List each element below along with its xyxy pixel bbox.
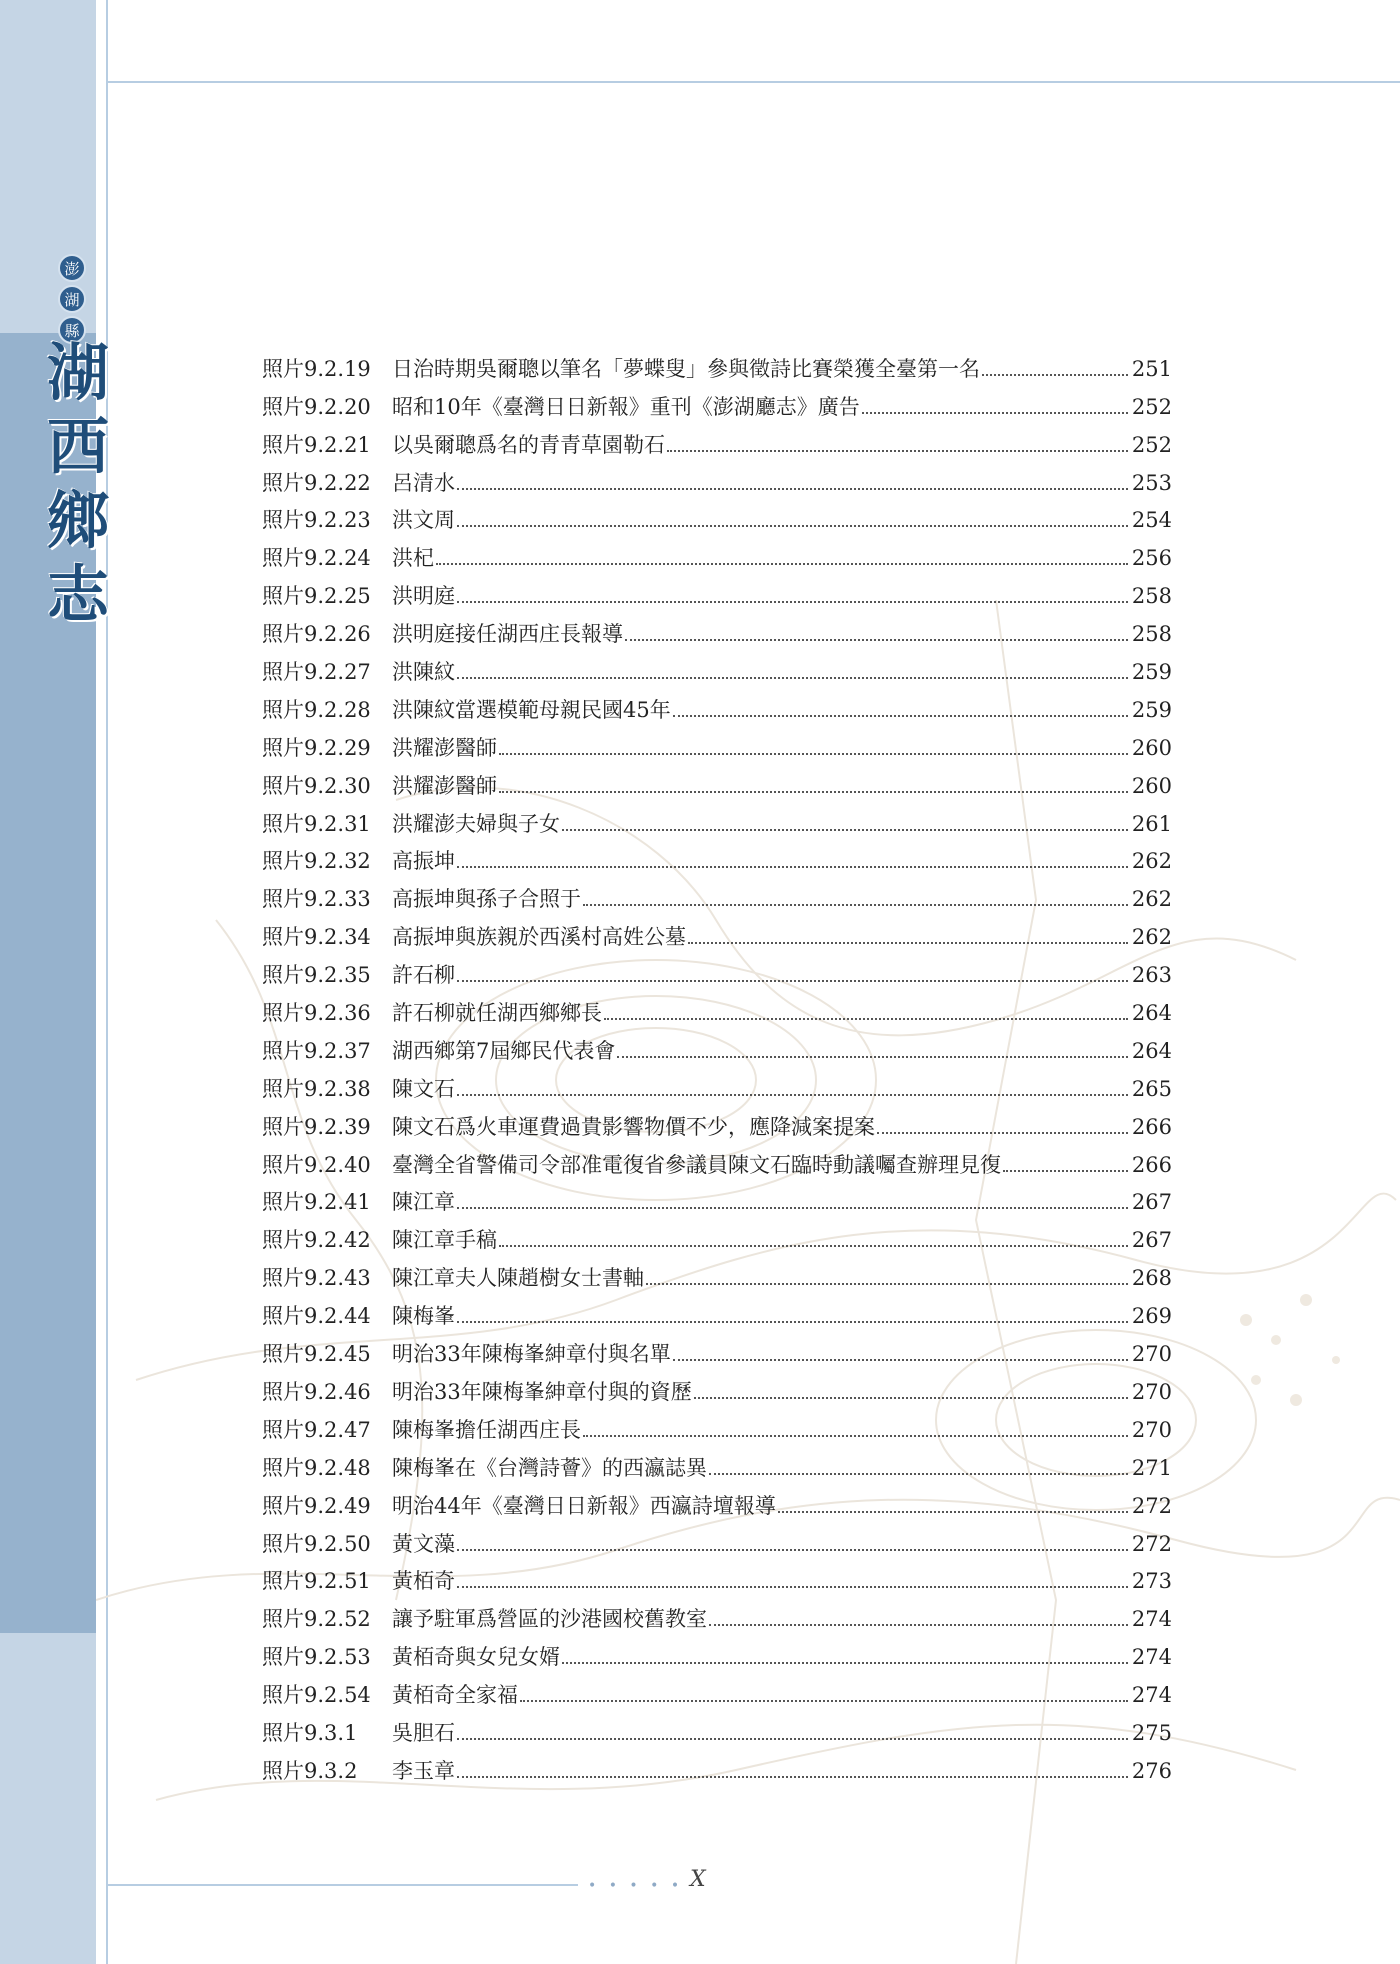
toc-dot-leader (436, 563, 1128, 565)
toc-entry-title: 洪文周 (392, 508, 455, 533)
toc-dot-leader (877, 1132, 1128, 1134)
toc-entry-title: 洪陳紋當選模範母親民國45年 (392, 697, 671, 722)
toc-entry (262, 609, 1172, 647)
toc-entry-number: 照片9.2.48 (262, 1455, 371, 1480)
toc-entry-title: 陳梅峯擔任湖西庄長 (392, 1417, 581, 1442)
toc-entry-page: 262 (1131, 925, 1172, 950)
toc-entry (262, 874, 1172, 912)
toc-entry-page: 251 (1131, 356, 1172, 381)
toc-entry-number: 照片9.2.42 (262, 1228, 371, 1253)
toc-entry-number: 照片9.2.35 (262, 963, 371, 988)
toc-dot-leader (583, 1435, 1128, 1437)
toc-entry-number: 照片9.2.41 (262, 1190, 371, 1215)
toc-entry (262, 723, 1172, 761)
toc-entry (262, 458, 1172, 496)
toc-entry (262, 420, 1172, 458)
toc-dot-leader (520, 1700, 1128, 1702)
toc-entry (262, 1405, 1172, 1443)
toc-entry-title: 湖西鄉第7屆鄉民代表會 (392, 1038, 616, 1063)
toc-entry-page: 263 (1131, 963, 1172, 988)
toc-dot-leader (673, 1359, 1128, 1361)
toc-entry (262, 1140, 1172, 1178)
toc-entry (262, 1670, 1172, 1708)
toc-entry (262, 912, 1172, 950)
toc-entry-number: 照片9.2.49 (262, 1493, 371, 1518)
toc-entry (262, 685, 1172, 723)
toc-dot-leader (457, 601, 1128, 603)
toc-entry-title: 吳胆石 (392, 1720, 455, 1745)
toc-entry-title: 黃栢奇 (392, 1569, 455, 1594)
toc-entry-page: 266 (1131, 1114, 1172, 1139)
toc-dot-leader (688, 942, 1128, 944)
toc-entry (262, 1557, 1172, 1595)
toc-entry-title: 黃栢奇與女兒女婿 (392, 1645, 560, 1670)
toc-dot-leader (499, 1245, 1128, 1247)
toc-entry-number: 照片9.2.25 (262, 584, 371, 609)
toc-entry-number: 照片9.2.37 (262, 1038, 371, 1063)
toc-entry-page: 259 (1131, 660, 1172, 685)
toc-entry-title: 陳文石爲火車運費過貴影響物價不少，應降減案提案 (392, 1114, 875, 1139)
toc-dot-leader (982, 374, 1128, 376)
toc-entry-page: 253 (1131, 470, 1172, 495)
toc-dot-leader (457, 866, 1128, 868)
toc-entry (262, 1746, 1172, 1784)
toc-entry-title: 黃栢奇全家福 (392, 1683, 518, 1708)
toc-entry-title: 高振坤與孫子合照于 (392, 887, 581, 912)
toc-entry-page: 274 (1131, 1607, 1172, 1632)
toc-entry-number: 照片9.2.53 (262, 1645, 371, 1670)
toc-entry (262, 1102, 1172, 1140)
toc-entry-number: 照片9.2.34 (262, 925, 371, 950)
toc-entry (262, 382, 1172, 420)
toc-entry-title: 洪陳紋 (392, 660, 455, 685)
toc-entry (262, 1443, 1172, 1481)
toc-dot-leader (457, 1586, 1128, 1588)
toc-entry-page: 272 (1131, 1531, 1172, 1556)
book-title-char: 鄉 (46, 484, 109, 557)
toc-entry-number: 照片9.2.52 (262, 1607, 371, 1632)
toc-entry (262, 988, 1172, 1026)
toc-entry-title: 日治時期吳爾聰以筆名「夢蝶叟」參與徵詩比賽榮獲全臺第一名 (392, 356, 980, 381)
toc-entry-page: 274 (1131, 1683, 1172, 1708)
toc-entry-page: 254 (1131, 508, 1172, 533)
footer-rule (108, 1884, 578, 1886)
toc-entry-title: 明治44年《臺灣日日新報》西瀛詩壇報導 (392, 1493, 776, 1518)
toc-entry (262, 799, 1172, 837)
toc-dot-leader (604, 1018, 1128, 1020)
toc-entry-number: 照片9.2.38 (262, 1076, 371, 1101)
toc-dot-leader (457, 1207, 1128, 1209)
toc-entry-title: 明治33年陳梅峯紳章付與的資歷 (392, 1379, 692, 1404)
toc-entry-page: 270 (1131, 1342, 1172, 1367)
toc-entry (262, 761, 1172, 799)
footer-dots: • • • • • (588, 1878, 684, 1894)
toc-dot-leader (457, 1321, 1128, 1323)
toc-entry-number: 照片9.2.39 (262, 1114, 371, 1139)
toc-entry-title: 許石柳就任湖西鄉鄉長 (392, 1001, 602, 1026)
toc-dot-leader (667, 450, 1128, 452)
toc-entry-title: 陳梅峯在《台灣詩薈》的西瀛誌異 (392, 1455, 707, 1480)
toc-entry (262, 1367, 1172, 1405)
toc-entry (262, 1026, 1172, 1064)
toc-entry-page: 256 (1131, 546, 1172, 571)
toc-dot-leader (673, 715, 1128, 717)
toc-dot-leader (457, 1776, 1128, 1778)
toc-entry-page: 264 (1131, 1038, 1172, 1063)
toc-entry-title: 洪耀澎醫師 (392, 735, 497, 760)
toc-entry-title: 陳文石 (392, 1076, 455, 1101)
toc-dot-leader (499, 753, 1128, 755)
toc-entry (262, 1329, 1172, 1367)
toc-entry-title: 呂清水 (392, 470, 455, 495)
toc-entry-page: 261 (1131, 811, 1172, 836)
toc-entry-page: 258 (1131, 584, 1172, 609)
toc-entry (262, 950, 1172, 988)
toc-entry (262, 1253, 1172, 1291)
county-char: 湖 (58, 285, 86, 313)
toc-entry-title: 洪明庭 (392, 584, 455, 609)
toc-entry-number: 照片9.2.29 (262, 735, 371, 760)
toc-entry (262, 1178, 1172, 1216)
toc-entry-number: 照片9.2.24 (262, 546, 371, 571)
toc-entry-page: 262 (1131, 849, 1172, 874)
toc-entry-page: 268 (1131, 1266, 1172, 1291)
toc-entry (262, 1215, 1172, 1253)
toc-dot-leader (862, 412, 1128, 414)
toc-entry-page: 262 (1131, 887, 1172, 912)
toc-dot-leader (1003, 1170, 1128, 1172)
toc-entry-title: 陳江章 (392, 1190, 455, 1215)
toc-entry-title: 洪耀澎醫師 (392, 773, 497, 798)
toc-entry-number: 照片9.2.31 (262, 811, 371, 836)
toc-dot-leader (709, 1624, 1128, 1626)
toc-entry (262, 1291, 1172, 1329)
toc-entry (262, 1708, 1172, 1746)
toc-entry-number: 照片9.2.45 (262, 1342, 371, 1367)
toc-dot-leader (583, 904, 1128, 906)
toc-entry-page: 260 (1131, 735, 1172, 760)
toc-entry (262, 1632, 1172, 1670)
toc-entry-page: 270 (1131, 1417, 1172, 1442)
toc-dot-leader (457, 525, 1128, 527)
toc-entry-title: 洪耀澎夫婦與子女 (392, 811, 560, 836)
toc-entry-number: 照片9.2.36 (262, 1001, 371, 1026)
toc-entry-page: 267 (1131, 1190, 1172, 1215)
county-char: 縣 (58, 316, 86, 344)
toc-entry-title: 洪明庭接任湖西庄長報導 (392, 622, 623, 647)
toc-entry-number: 照片9.2.44 (262, 1304, 371, 1329)
toc-entry-number: 照片9.2.21 (262, 432, 371, 457)
toc-entry (262, 496, 1172, 534)
toc-entry-page: 252 (1131, 394, 1172, 419)
toc-entry-title: 李玉章 (392, 1758, 455, 1783)
book-title-char: 湖 (46, 336, 109, 409)
toc-entry-number: 照片9.2.22 (262, 470, 371, 495)
toc-entry-number: 照片9.2.43 (262, 1266, 371, 1291)
toc-entry-number: 照片9.2.20 (262, 394, 371, 419)
toc-entry-page: 274 (1131, 1645, 1172, 1670)
county-label (58, 254, 86, 344)
toc-entry-title: 臺灣全省警備司令部准電復省參議員陳文石臨時動議囑查辦理見復 (392, 1152, 1001, 1177)
toc-entry-page: 276 (1131, 1758, 1172, 1783)
toc-entry-number: 照片9.2.51 (262, 1569, 371, 1594)
book-title (46, 336, 110, 632)
toc-entry-number: 照片9.2.30 (262, 773, 371, 798)
toc-entry (262, 1519, 1172, 1557)
toc-entry-number: 照片9.2.32 (262, 849, 371, 874)
toc-dot-leader (625, 639, 1128, 641)
toc-entry (262, 1594, 1172, 1632)
toc-entry (262, 571, 1172, 609)
toc-entry-page: 269 (1131, 1304, 1172, 1329)
toc-entry-number: 照片9.2.28 (262, 697, 371, 722)
toc-entry-title: 陳江章手稿 (392, 1228, 497, 1253)
toc-entry-number: 照片9.2.47 (262, 1417, 371, 1442)
toc-dot-leader (457, 1094, 1128, 1096)
toc-entry-number: 照片9.2.23 (262, 508, 371, 533)
toc-dot-leader (694, 1397, 1128, 1399)
toc-entry-page: 259 (1131, 697, 1172, 722)
toc-entry-title: 高振坤 (392, 849, 455, 874)
toc-entry-number: 照片9.3.1 (262, 1720, 358, 1745)
toc-entry-title: 洪杞 (392, 546, 434, 571)
toc-entry (262, 837, 1172, 875)
toc-dot-leader (499, 791, 1128, 793)
toc-entry (262, 533, 1172, 571)
toc-entry-page: 264 (1131, 1001, 1172, 1026)
toc-entry-page: 258 (1131, 622, 1172, 647)
toc-entry-number: 照片9.2.50 (262, 1531, 371, 1556)
toc-entry-page: 273 (1131, 1569, 1172, 1594)
toc-dot-leader (617, 1056, 1128, 1058)
toc-dot-leader (457, 488, 1128, 490)
page-number: X (690, 1867, 706, 1892)
toc-entry-title: 昭和10年《臺灣日日新報》重刊《澎湖廳志》廣告 (392, 394, 860, 419)
toc-entry-page: 270 (1131, 1379, 1172, 1404)
toc-entry-page: 265 (1131, 1076, 1172, 1101)
toc-dot-leader (562, 829, 1128, 831)
toc-entry-number: 照片9.2.33 (262, 887, 371, 912)
toc-entry-number: 照片9.3.2 (262, 1758, 358, 1783)
toc-entry-page: 267 (1131, 1228, 1172, 1253)
toc-entry-title: 陳江章夫人陳趙樹女士書軸 (392, 1266, 644, 1291)
toc-entry-page: 271 (1131, 1455, 1172, 1480)
toc-dot-leader (646, 1283, 1128, 1285)
book-title-char: 志 (46, 558, 109, 631)
toc-entry-title: 以吳爾聰爲名的青青草園勒石 (392, 432, 665, 457)
toc-entry (262, 1481, 1172, 1519)
toc-dot-leader (457, 980, 1128, 982)
header-rule (108, 81, 1400, 83)
toc-entry-title: 黃文藻 (392, 1531, 455, 1556)
toc-entry-number: 照片9.2.54 (262, 1683, 371, 1708)
toc-entry-title: 許石柳 (392, 963, 455, 988)
toc-entry-title: 讓予駐軍爲營區的沙港國校舊教室 (392, 1607, 707, 1632)
book-title-char: 西 (46, 410, 109, 483)
county-char: 澎 (58, 254, 86, 282)
toc-entry-page: 272 (1131, 1493, 1172, 1518)
toc-dot-leader (457, 1738, 1128, 1740)
toc-dot-leader (457, 677, 1128, 679)
toc-entry (262, 647, 1172, 685)
toc-entry-title: 明治33年陳梅峯紳章付與名單 (392, 1342, 671, 1367)
toc-entry (262, 1064, 1172, 1102)
toc-entry-title: 陳梅峯 (392, 1304, 455, 1329)
toc-entry (262, 344, 1172, 382)
toc-entry-page: 252 (1131, 432, 1172, 457)
toc-dot-leader (457, 1549, 1128, 1551)
toc-entry-number: 照片9.2.46 (262, 1379, 371, 1404)
toc-dot-leader (562, 1662, 1128, 1664)
toc-dot-leader (778, 1511, 1128, 1513)
table-of-contents (262, 344, 1172, 1784)
toc-entry-number: 照片9.2.26 (262, 622, 371, 647)
toc-entry-page: 260 (1131, 773, 1172, 798)
toc-entry-page: 266 (1131, 1152, 1172, 1177)
toc-dot-leader (709, 1473, 1128, 1475)
toc-entry-number: 照片9.2.27 (262, 660, 371, 685)
toc-entry-number: 照片9.2.40 (262, 1152, 371, 1177)
toc-entry-page: 275 (1131, 1720, 1172, 1745)
toc-entry-number: 照片9.2.19 (262, 356, 371, 381)
toc-entry-title: 高振坤與族親於西溪村高姓公墓 (392, 925, 686, 950)
